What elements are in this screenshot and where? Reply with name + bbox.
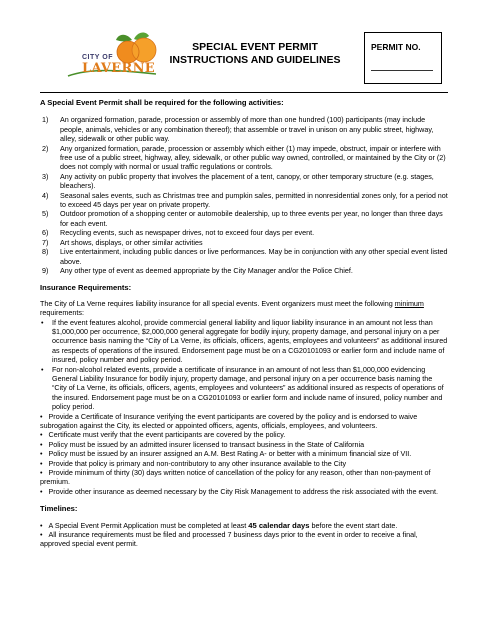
insurance-bullet-text: If the event features alcohol, provide commercial general liability and liquor liability insurance in an amount not less than $1,000,000 per occurrence, $2,000,000 general aggregate for bodily injury, property damage, and personal injury on a per occurrence basis naming the “City of La Verne, its officials, officers, agents, employees and volunteers” as additional insured as respects of operations of the insured. Endorsement page must be on a CG20101093 or earlier form and include name of insured, policy number and policy period. [52, 317, 448, 365]
insurance-flat-bullet [40, 468, 448, 487]
activity-item [40, 238, 448, 247]
title-line-1: SPECIAL EVENT PERMIT [192, 41, 318, 53]
insurance-intro [40, 299, 448, 318]
bullet-glyph: • [40, 411, 49, 421]
activity-item [40, 247, 448, 266]
bullet-glyph: • [40, 486, 49, 496]
insurance-bullets [40, 318, 448, 412]
activity-text: Outdoor promotion of a shopping center or automobile dealership, up to three events per year, no longer than three days for each event. [60, 209, 443, 228]
timelines-heading: Timelines: [40, 504, 78, 514]
activity-item [40, 115, 448, 143]
timeline-1-days: 45 calendar days [248, 520, 310, 530]
document-body [40, 98, 448, 549]
insurance-flat-bullet [40, 459, 448, 468]
insurance-heading: Insurance Requirements: [40, 283, 132, 293]
insurance-flat-bullet-text: Provide a Certificate of Insurance verifying the event participants are covered by the policy and is endorsed to waive subrogation against the City, its elected or appointed officers, agents, officials, employees, and volunteers. [40, 411, 418, 430]
bullet-glyph: • [40, 439, 49, 449]
bullet-glyph: • [40, 430, 49, 440]
bullet-glyph: • [41, 317, 44, 327]
insurance-flat-bullet [40, 440, 448, 449]
activity-item [40, 228, 448, 237]
activity-number: 1) [42, 115, 49, 125]
timeline-1-a: A Special Event Permit Application must be completed at least [48, 520, 247, 530]
insurance-bullet [40, 365, 448, 412]
activity-number: 3) [42, 171, 49, 181]
insurance-flat-bullet-text: Provide other insurance as deemed necessary by the City Risk Management to address the risk associated with the event. [48, 486, 439, 496]
activity-number: 2) [42, 143, 49, 153]
activity-text: Seasonal sales events, such as Christmas tree and pumpkin sales, permitted in nonresidential zones only, for a period not to exceed 45 days per year on private property. [60, 190, 448, 210]
insurance-intro-b: requirements: [40, 308, 84, 318]
insurance-flat-bullet [40, 412, 448, 431]
activity-text: Recycling events, such as newspaper drives, not to exceed four days per event. [60, 228, 315, 238]
document-header [40, 28, 448, 94]
timeline-item-2 [40, 530, 448, 549]
activities-heading: A Special Event Permit shall be required for the following activities: [40, 98, 284, 107]
permit-number-label: PERMIT NO. [371, 42, 421, 52]
activity-item [40, 191, 448, 210]
bullet-glyph: • [40, 449, 49, 459]
insurance-flat-bullet-text: Policy must be issued by an insurer assigned an A.M. Best Rating A- or better with a minimum financial size of VII. [48, 449, 412, 459]
header-divider [40, 92, 448, 93]
bullet-glyph: • [40, 530, 49, 540]
city-logo [60, 30, 170, 86]
insurance-flat-bullet-text: Policy must be issued by an admitted insurer licensed to transact business in the State of California [48, 439, 365, 449]
insurance-flat-bullet-text: Provide minimum of thirty (30) days written notice of cancellation of the policy for any reason, other than non-payment of premium. [40, 468, 431, 487]
activity-number: 5) [42, 209, 49, 219]
timeline-2-text: All insurance requirements must be filed and processed 7 business days prior to the event in order to receive a final, approved special event permit. [40, 530, 418, 549]
activity-number: 4) [42, 190, 49, 200]
activity-number: 6) [42, 228, 49, 238]
activity-item [40, 266, 448, 275]
insurance-flat-bullet [40, 430, 448, 439]
activity-number: 7) [42, 237, 49, 247]
activity-item [40, 144, 448, 172]
logo-city-of: CITY OF [82, 54, 113, 61]
insurance-bullet-text: For non-alcohol related events, provide a certificate of insurance in an amount of not less than $1,000,000 evidencing General Liability Insurance for bodily injury, property damage, and personal injury on a per occurrence basis naming the “City of La Verne, its officials, officers, agents, employees and volunteers” as additional insured as respects of operations of the insured. Endorsement page must be on a CG20101093 or earlier form and include name of insured, policy number and policy period. [52, 364, 444, 412]
activities-list [40, 115, 448, 275]
activity-text: An organized formation, parade, procession or assembly of more than one hundred (100) participants (may include people, animals, vehicles or any combination thereof); that assemble or travel in unison on any public street, highway, alley, sidewalk or other public way. [60, 115, 434, 144]
activity-number: 9) [42, 265, 49, 275]
page-title [155, 41, 355, 67]
logo-laverne: LAVERNE [82, 61, 155, 76]
activity-text: Any other type of event as deemed appropriate by the City Manager and/or the Police Chief. [60, 265, 353, 275]
bullet-glyph: • [41, 364, 44, 374]
insurance-bullet [40, 318, 448, 365]
bullet-glyph: • [40, 520, 49, 530]
bullet-glyph: • [40, 458, 49, 468]
activity-number: 8) [42, 247, 49, 257]
permit-number-box [364, 32, 442, 84]
bullet-glyph: • [40, 468, 49, 478]
orange-fruit-icon [60, 30, 170, 86]
timeline-item-1 [40, 521, 448, 530]
activity-item [40, 172, 448, 191]
insurance-intro-minimum: minimum [394, 298, 424, 308]
activity-text: Any organized formation, parade, procession or assembly which either (1) may impede, obstruct, impair or interfere with free use of a public street, highway, alley, sidewalk, or other public way owned, controlled, or maintained by the City or (2) does not comply with normal or usual traffic regulations or controls. [60, 143, 446, 172]
title-line-2: INSTRUCTIONS AND GUIDELINES [169, 54, 341, 66]
insurance-intro-a: The City of La Verne requires liability insurance for all special events. Event organizers must meet the following [40, 298, 393, 308]
timeline-1-b: before the event start date. [311, 520, 398, 530]
activity-text: Any activity on public property that involves the placement of a tent, canopy, or other temporary structure (e.g. stages, bleachers). [60, 171, 434, 191]
insurance-flat-bullet-text: Certificate must verify that the event participants are covered by the policy. [48, 430, 286, 440]
permit-number-blank [371, 70, 433, 71]
insurance-flat-bullets [40, 412, 448, 497]
insurance-flat-bullet [40, 487, 448, 496]
activity-text: Live entertainment, including public dances or live performances. May be in conjunction with any other special event listed above. [60, 247, 448, 266]
activity-text: Art shows, displays, or other similar activities [60, 237, 203, 247]
insurance-flat-bullet [40, 449, 448, 458]
activity-item [40, 209, 448, 228]
insurance-flat-bullet-text: Provide that policy is primary and non-contributory to any other insurance available to the City [48, 458, 347, 468]
